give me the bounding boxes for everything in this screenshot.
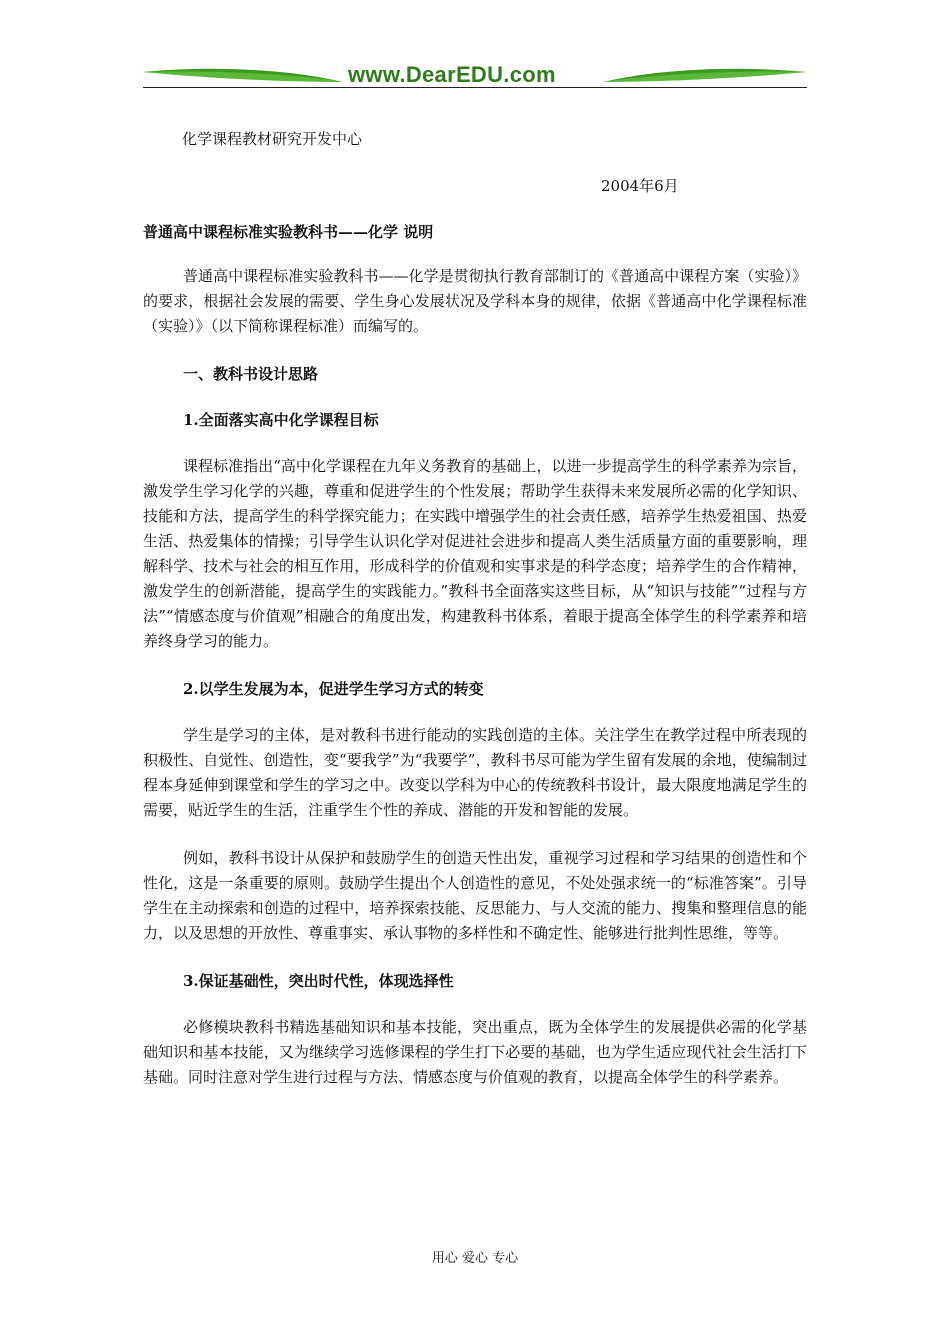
document-date: 2004年6月 <box>601 177 679 195</box>
intro-paragraph: 普通高中课程标准实验教科书——化学是贯彻执行教育部制订的《普通高中课程方案（实验）》的要求，根据社会发展的需要、学生身心发展状况及学科本身的规律，依据《普通高中化学课程标准（实验）》（以下简称课程标准）而编写的。 <box>143 267 807 335</box>
organization-name: 化学课程教材研究开发中心 <box>182 130 363 148</box>
document-body <box>143 264 807 1090</box>
page-footer: 用心 爱心 专心 <box>431 1251 519 1266</box>
subsection-heading-3: 3.保证基础性，突出时代性，体现选择性 <box>183 972 454 990</box>
site-title[interactable]: www.DearEDU.com <box>348 62 556 87</box>
paragraph-2: 学生是学习的主体，是对教科书进行能动的实践创造的主体。关注学生在教学过程中所表现的积极性、自觉性、创造性，变“要我学”为“我要学”，教科书尽可能为学生留有发展的余地，使编制过程本身延伸到课堂和学生的学习之中。改变以学科为中心的传统教科书设计，最大限度地满足学生的需要，贴近学生的生活，注重学生个性的养成、潜能的开发和智能的发展。 <box>143 726 807 819</box>
paragraph-3: 例如，教科书设计从保护和鼓励学生的创造天性出发，重视学习过程和学习结果的创造性和个性化，这是一条重要的原则。鼓励学生提出个人创造性的意见，不处处强求统一的“标准答案”。引导学生在主动探索和创造的过程中，培养探索技能、反思能力、与人交流的能力、搜集和整理信息的能力，以及思想的开放性、尊重事实、承认事物的多样性和不确定性、能够进行批判性思维，等等。 <box>143 849 807 942</box>
paragraph-4: 必修模块教科书精选基础知识和基本技能，突出重点，既为全体学生的发展提供必需的化学基础知识和基本技能，又为继续学习选修课程的学生打下必要的基础，也为学生适应现代社会生活打下基础。同时注意对学生进行过程与方法、情感态度与价值观的教育，以提高全体学生的科学素养。 <box>143 1018 807 1086</box>
page-header <box>143 58 807 94</box>
section-heading-1: 一、教科书设计思路 <box>183 365 319 383</box>
document-title: 普通高中课程标准实验教科书——化学 说明 <box>143 223 434 241</box>
subsection-heading-1: 1.全面落实高中化学课程目标 <box>183 411 379 429</box>
subsection-heading-2: 2.以学生发展为本，促进学生学习方式的转变 <box>183 680 484 698</box>
paragraph-1: 课程标准指出“高中化学课程在九年义务教育的基础上，以进一步提高学生的科学素养为宗旨，激发学生学习化学的兴趣，尊重和促进学生的个性发展；帮助学生获得未来发展所必需的化学知识、技能和方法，提高学生的科学探究能力；在实践中增强学生的社会责任感，培养学生热爱祖国、热爱生活、热爱集体的情操；引导学生认识化学对促进社会进步和提高人类生活质量方面的重要影响，理解科学、技术与社会的相互作用，形成科学的价值观和实事求是的科学态度；培养学生的合作精神，激发学生的创新潜能，提高学生的实践能力。”教科书全面落实这些目标，从“知识与技能”“过程与方法”“情感态度与价值观”相融合的角度出发，构建教科书体系，着眼于提高全体学生的科学素养和培养终身学习的能力。 <box>143 457 807 650</box>
